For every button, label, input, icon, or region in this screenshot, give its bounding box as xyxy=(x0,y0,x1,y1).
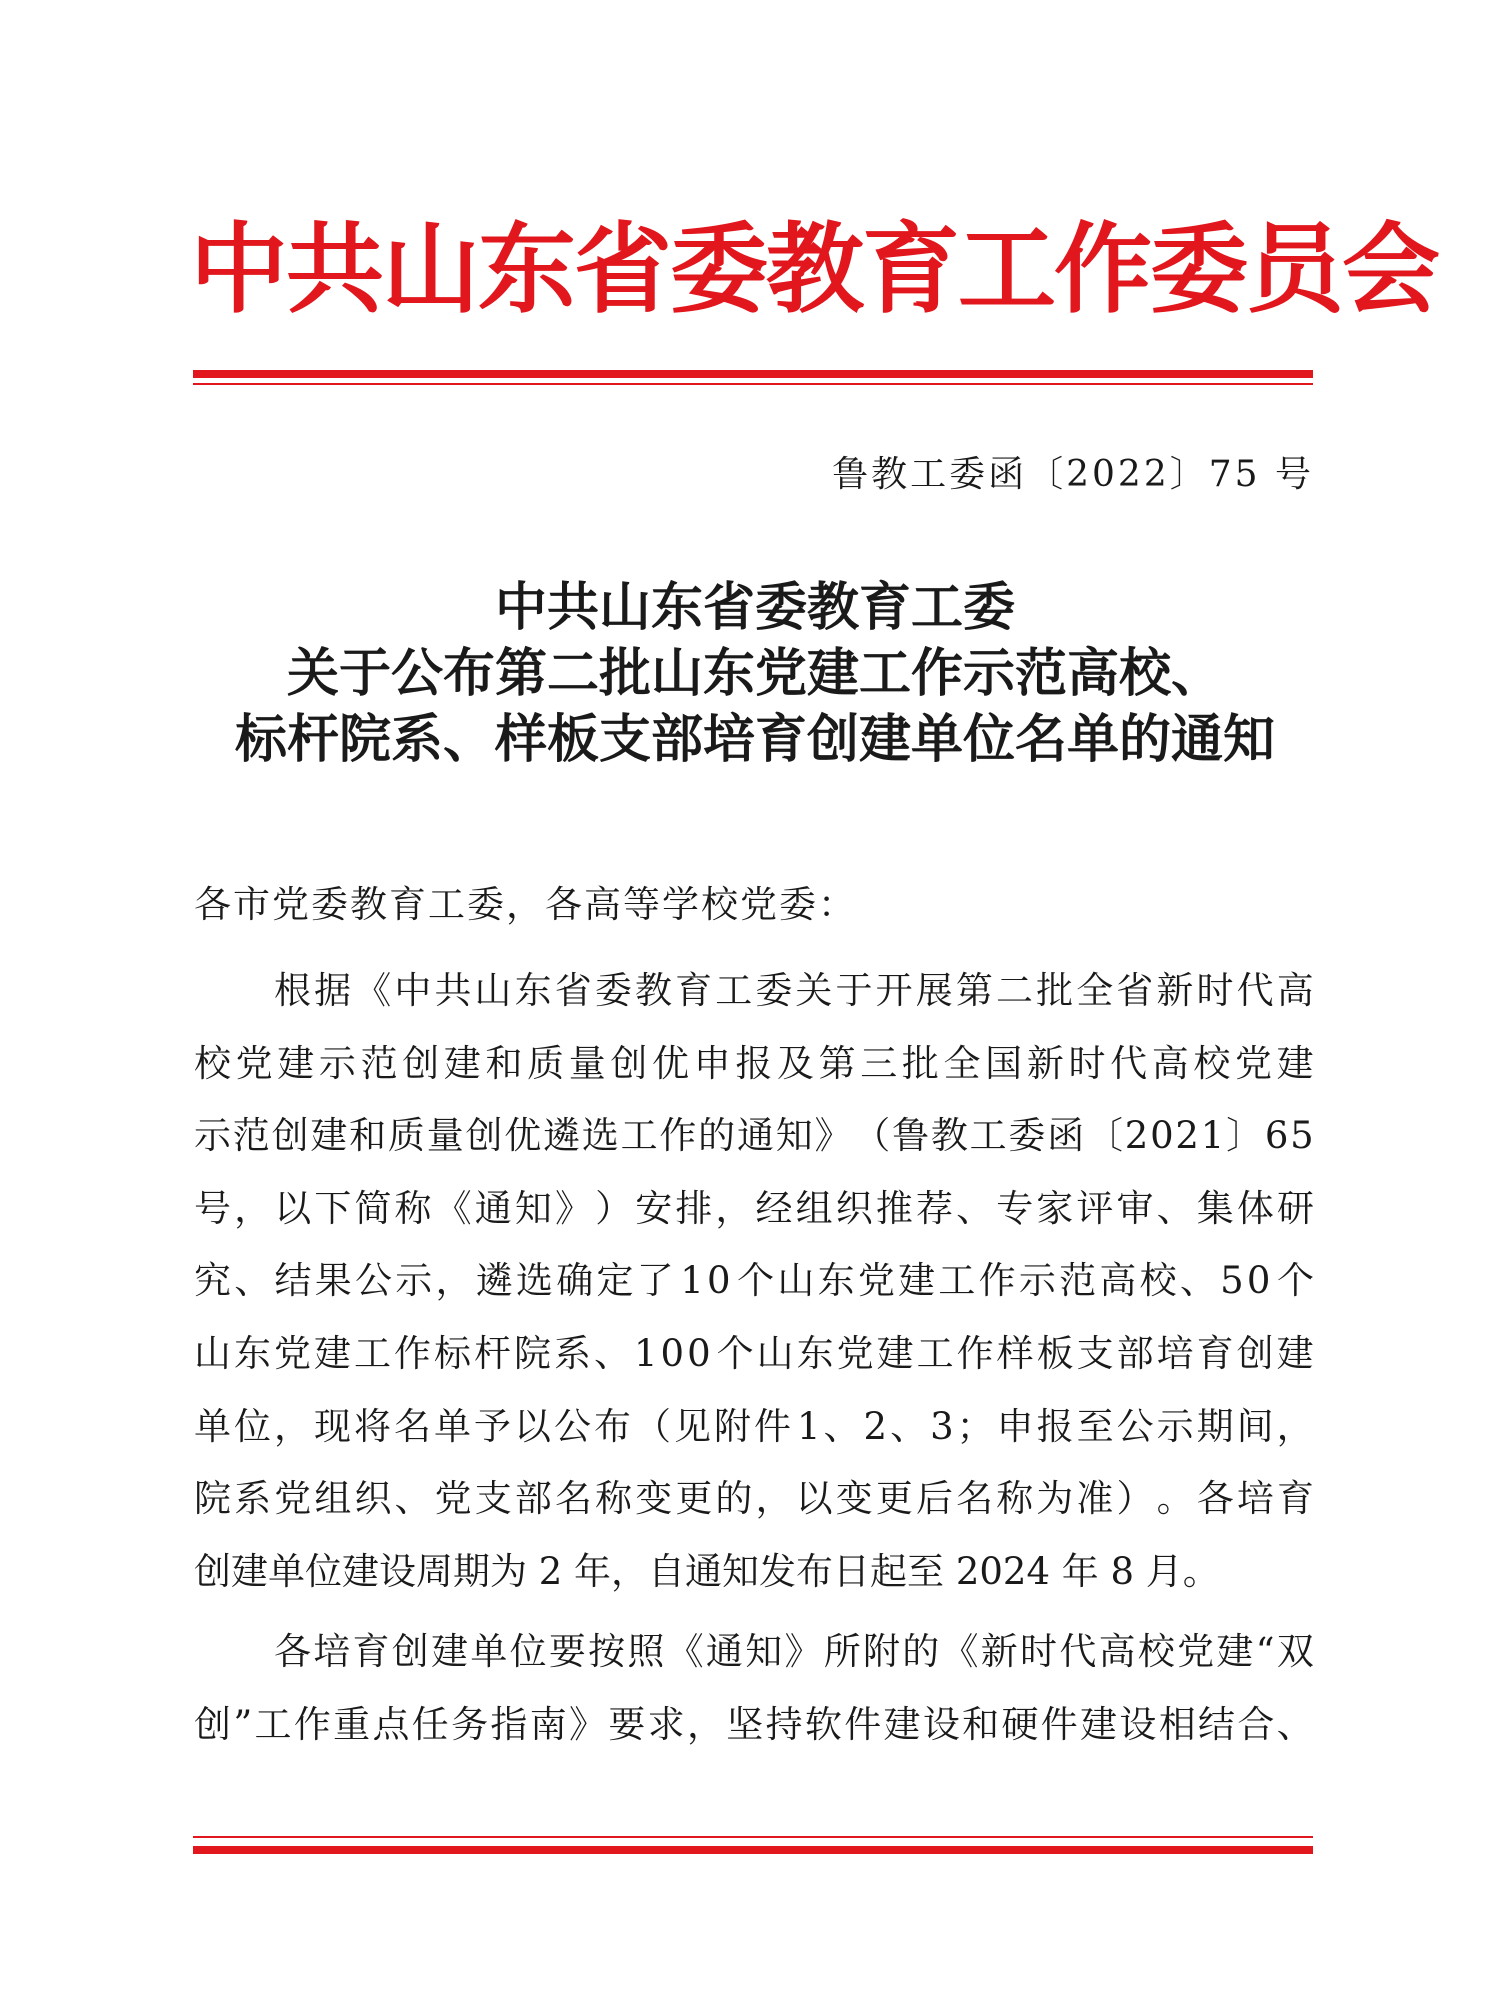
paragraph-1-line: 创建单位建设周期为 2 年，自通知发布日起至 2024 年 8 月。 xyxy=(194,1549,1220,1593)
footer-thick-rule xyxy=(193,1846,1313,1854)
paragraph-1-line: 院 系 党 组 织 、 党 支 部 名 称 变 更 的 ， 以 变 更 后 名 称 为 准 ） 。 各 培 育 xyxy=(194,1477,1314,1521)
notice-title xyxy=(190,575,1320,773)
paragraph-1-line: 山 东 党 建 工 作 标 杆 院 系 、 1 0 0 个 山 东 党 建 工 作 样 板 支 部 培 育 创 建 xyxy=(194,1331,1314,1375)
paragraph-2-line: 各 培 育 创 建 单 位 要 按 照 《 通 知 》 所 附 的 《 新 时 代 高 校 党 建 “ 双 xyxy=(274,1630,1314,1674)
footer-thin-rule xyxy=(193,1836,1313,1838)
paragraph-gap xyxy=(194,1608,1314,1616)
paragraph-1-line: 校 党 建 示 范 创 建 和 质 量 创 优 申 报 及 第 三 批 全 国 新 时 代 高 校 党 建 xyxy=(194,1041,1314,1085)
paragraph-1-line: 单 位 ， 现 将 名 单 予 以 公 布 （ 见 附 件 1 、 2 、 3 ； 申 报 至 公 示 期 间 ， xyxy=(194,1404,1314,1448)
title-line-2: 关于公布第二批山东党建工作示范高校、 xyxy=(286,644,1223,704)
title-line-1: 中共山东省委教育工委 xyxy=(494,578,1015,638)
issuing-organization-masthead: 中共山东省委教育工作委员会 xyxy=(190,213,1439,327)
paragraph-1-line: 根 据 《 中 共 山 东 省 委 教 育 工 委 关 于 开 展 第 二 批 全 省 新 时 代 高 xyxy=(274,969,1314,1012)
paragraph-2-line: 创 ” 工 作 重 点 任 务 指 南 》 要 求 ， 坚 持 软 件 建 设 和 硬 件 建 设 相 结 合 、 xyxy=(194,1702,1314,1746)
paragraph-1-line: 号 ， 以 下 简 称 《 通 知 》 ） 安 排 ， 经 组 织 推 荐 、 专 家 评 审 、 集 体 研 xyxy=(194,1186,1314,1230)
paragraph-1-line: 究 、 结 果 公 示 ， 遴 选 确 定 了 1 0 个 山 东 党 建 工 作 示 范 高 校 、 5 0 个 xyxy=(194,1259,1314,1303)
title-line-3: 标杆院系、样板支部培育创建单位名单的通知 xyxy=(234,710,1275,770)
notice-body xyxy=(194,955,1314,1762)
document-number: 鲁教工委函〔2022〕75 号 xyxy=(832,454,1314,495)
paragraph-1-line: 示 范 创 建 和 质 量 创 优 遴 选 工 作 的 通 知 》 （ 鲁 教 工 委 函 〔 2 0 2 1 〕 6 5 xyxy=(194,1114,1314,1158)
masthead-thin-rule xyxy=(193,383,1313,385)
addressee: 各市党委教育工委，各高等学校党委： xyxy=(194,883,857,926)
masthead-thick-rule xyxy=(193,370,1313,378)
